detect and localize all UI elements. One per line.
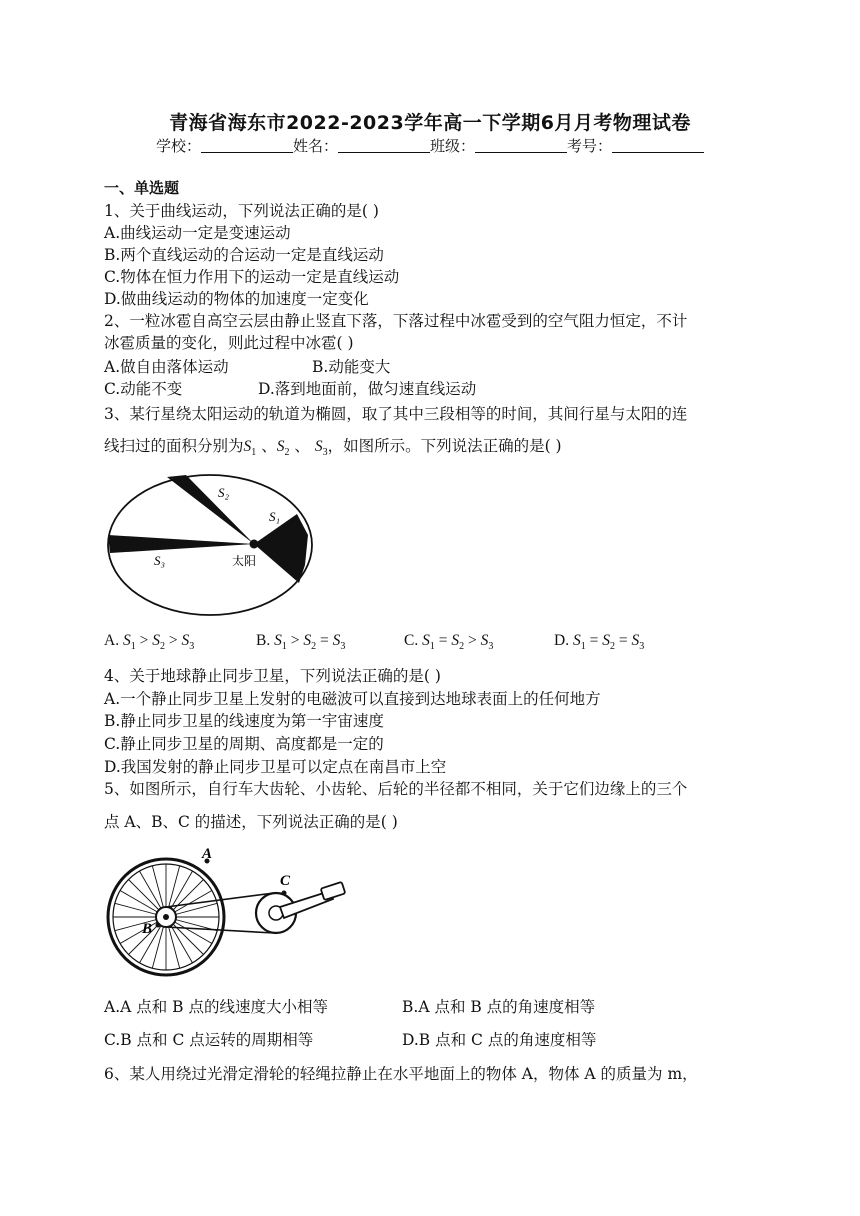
bicycle-gear-figure [104,845,364,985]
q3-option-c: C. $S_1 = S_2 > S_3$ [404,632,494,653]
q3-stem-pre: 线扫过的面积分别为 [104,437,244,455]
point-b-dot [156,923,161,928]
q2-option-c: C.动能不变 [104,380,183,398]
q4-option-a: A.一个静止同步卫星上发射的电磁波可以直接到达地球表面上的任何地方 [104,690,601,708]
s3-label: S₃ [154,553,166,568]
q5-option-b: B.A 点和 B 点的角速度相等 [402,998,596,1016]
name-label: 姓名： [292,137,338,155]
q2-option-a: A.做自由落体运动 [104,358,229,376]
q4-option-d: D.我国发射的静止同步卫星可以定点在南昌市上空 [104,758,447,776]
q2-stem-line2: 冰雹质量的变化，则此过程中冰雹( ) [104,334,354,352]
q5-option-a: A.A 点和 B 点的线速度大小相等 [104,998,328,1016]
q3-s2-symbol: $S_2$ [276,438,290,459]
sun-dot [250,540,259,549]
q3-option-a: A. $S_1 > S_2 > S_3$ [104,632,195,653]
point-c-dot [282,891,287,896]
q6-stem: 6、某人用绕过光滑定滑轮的轻绳拉静止在水平地面上的物体 A，物体 A 的质量为 m， [104,1065,698,1083]
exam-number-blank[interactable] [612,138,704,153]
s1-label: S₁ [269,509,281,524]
q4-option-c: C.静止同步卫星的周期、高度都是一定的 [104,735,384,753]
page-title: 青海省海东市2022-2023学年高一下学期6月月考物理试卷 [169,112,691,134]
name-blank[interactable] [338,138,430,153]
ellipse-orbit-figure [104,465,316,627]
section-heading: 一、单选题 [104,179,180,197]
q5-stem-line1: 5、如图所示，自行车大齿轮、小齿轮、后轮的半径都不相同，关于它们边缘上的三个 [104,780,688,798]
q3-option-d: D. $S_1 = S_2 = S_3$ [554,632,645,653]
q3-stem-post: ，如图所示。下列说法正确的是( ) [327,437,562,455]
q4-option-b: B.静止同步卫星的线速度为第一宇宙速度 [104,712,384,730]
q1-stem: 1、关于曲线运动，下列说法正确的是( ) [104,202,379,220]
point-c-label: C [280,873,291,889]
class-blank[interactable] [475,138,567,153]
student-info-line [0,135,860,156]
q3-s1-symbol: $S_1$ [243,438,257,459]
q1-option-b: B.两个直线运动的合运动一定是直线运动 [104,246,384,264]
q4-stem: 4、关于地球静止同步卫星，下列说法正确的是( ) [104,667,441,685]
sun-label: 太阳 [232,554,257,568]
q2-option-d: D.落到地面前，做匀速直线运动 [258,380,477,398]
q2-stem-line1: 2、一粒冰雹自高空云层由静止竖直下落，下落过程中冰雹受到的空气阻力恒定，不计 [104,312,688,330]
point-a-label: A [202,846,213,862]
class-label: 班级： [430,137,476,155]
exam-number-label: 考号： [567,137,613,155]
q5-stem-line2: 点 A、B、C 的描述，下列说法正确的是( ) [104,813,398,831]
school-label: 学校： [155,137,201,155]
school-blank[interactable] [201,138,293,153]
q3-stem-line2: 线扫过的面积分别为$S_1$ 、$S_2$ 、 $S_3$，如图所示。下列说法正确的是( ) [104,437,562,459]
pedal [321,882,346,900]
s2-label: S₂ [218,485,230,500]
chain-bottom [166,927,274,933]
q1-option-d: D.做曲线运动的物体的加速度一定变化 [104,290,369,308]
q2-option-b: B.动能变大 [312,358,391,376]
q3-s3-symbol: $S_3$ [314,438,328,459]
q1-option-a: A.曲线运动一定是变速运动 [104,224,291,242]
point-b-label: B [142,921,153,937]
q3-option-b: B. $S_1 > S_2 = S_3$ [256,632,346,653]
q1-option-c: C.物体在恒力作用下的运动一定是直线运动 [104,268,400,286]
q5-option-d: D.B 点和 C 点的角速度相等 [402,1031,597,1049]
q3-stem-line1: 3、某行星绕太阳运动的轨道为椭圆，取了其中三段相等的时间，其间行星与太阳的连 [104,405,688,423]
q5-option-c: C.B 点和 C 点运转的周期相等 [104,1031,314,1049]
